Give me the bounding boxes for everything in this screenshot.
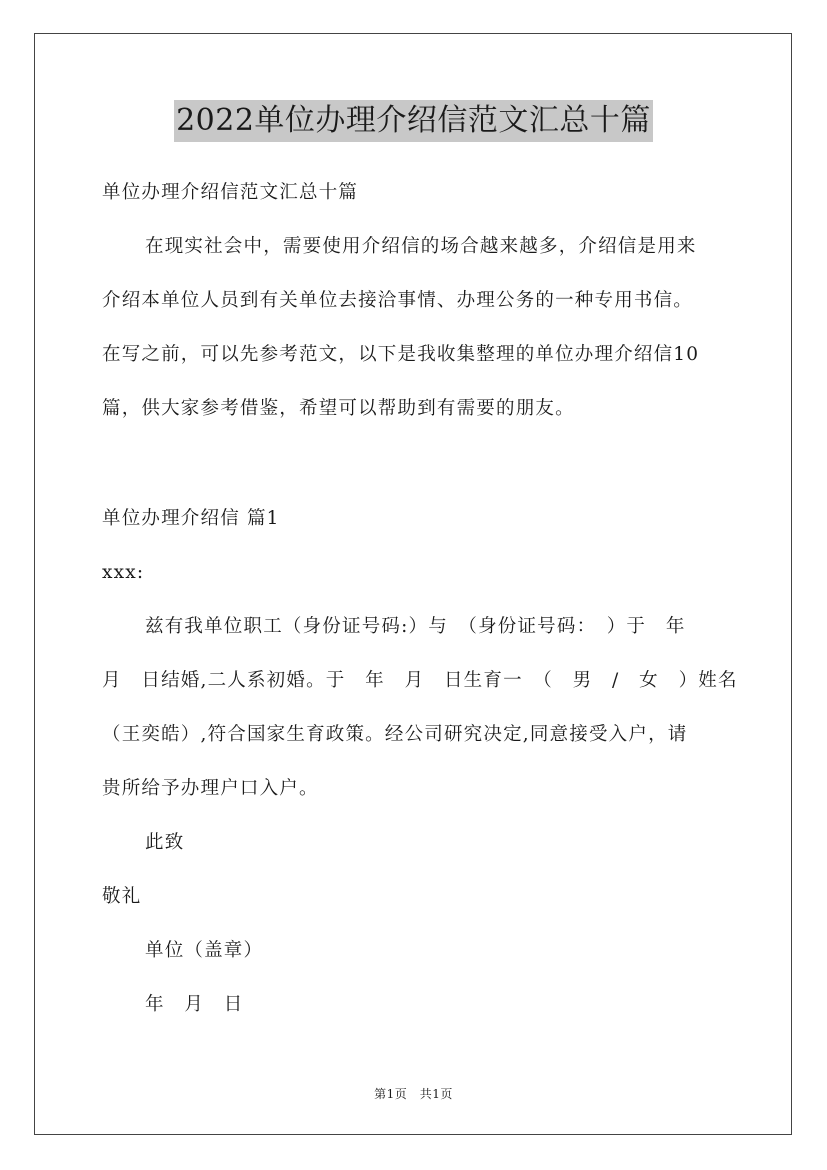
document-subtitle: 单位办理介绍信范文汇总十篇: [102, 182, 359, 203]
body-line-2: 月 日结婚,二人系初婚。于 年 月 日生育一 （ 男 / 女 ）姓名: [102, 670, 738, 691]
intro-line-3: 在写之前，可以先参考范文，以下是我收集整理的单位办理介绍信10: [102, 344, 700, 365]
body-line-4: 贵所给予办理户口入户。: [102, 778, 319, 799]
intro-line-4: 篇，供大家参考借鉴，希望可以帮助到有需要的朋友。: [102, 398, 575, 419]
page-footer: 第1页 共1页: [374, 1087, 453, 1101]
closing-ci-zhi: 此致: [145, 832, 185, 853]
date-line: 年 月 日: [145, 994, 244, 1015]
intro-line-1: 在现实社会中，需要使用介绍信的场合越来越多，介绍信是用来: [145, 236, 697, 257]
body-line-1: 兹有我单位职工（身份证号码:）与 （身份证号码： ）于 年: [145, 616, 686, 637]
signature-line: 单位（盖章）: [145, 940, 264, 961]
intro-line-2: 介绍本单位人员到有关单位去接洽事情、办理公务的一种专用书信。: [102, 290, 694, 311]
section-heading: 单位办理介绍信 篇1: [102, 508, 280, 529]
body-line-3: （王奕皓）,符合国家生育政策。经公司研究决定,同意接受入户，请: [102, 724, 688, 745]
title-container: [0, 100, 827, 142]
salutation: xxx:: [102, 562, 145, 583]
closing-jing-li: 敬礼: [102, 886, 142, 907]
document-title: 2022单位办理介绍信范文汇总十篇: [174, 100, 653, 142]
